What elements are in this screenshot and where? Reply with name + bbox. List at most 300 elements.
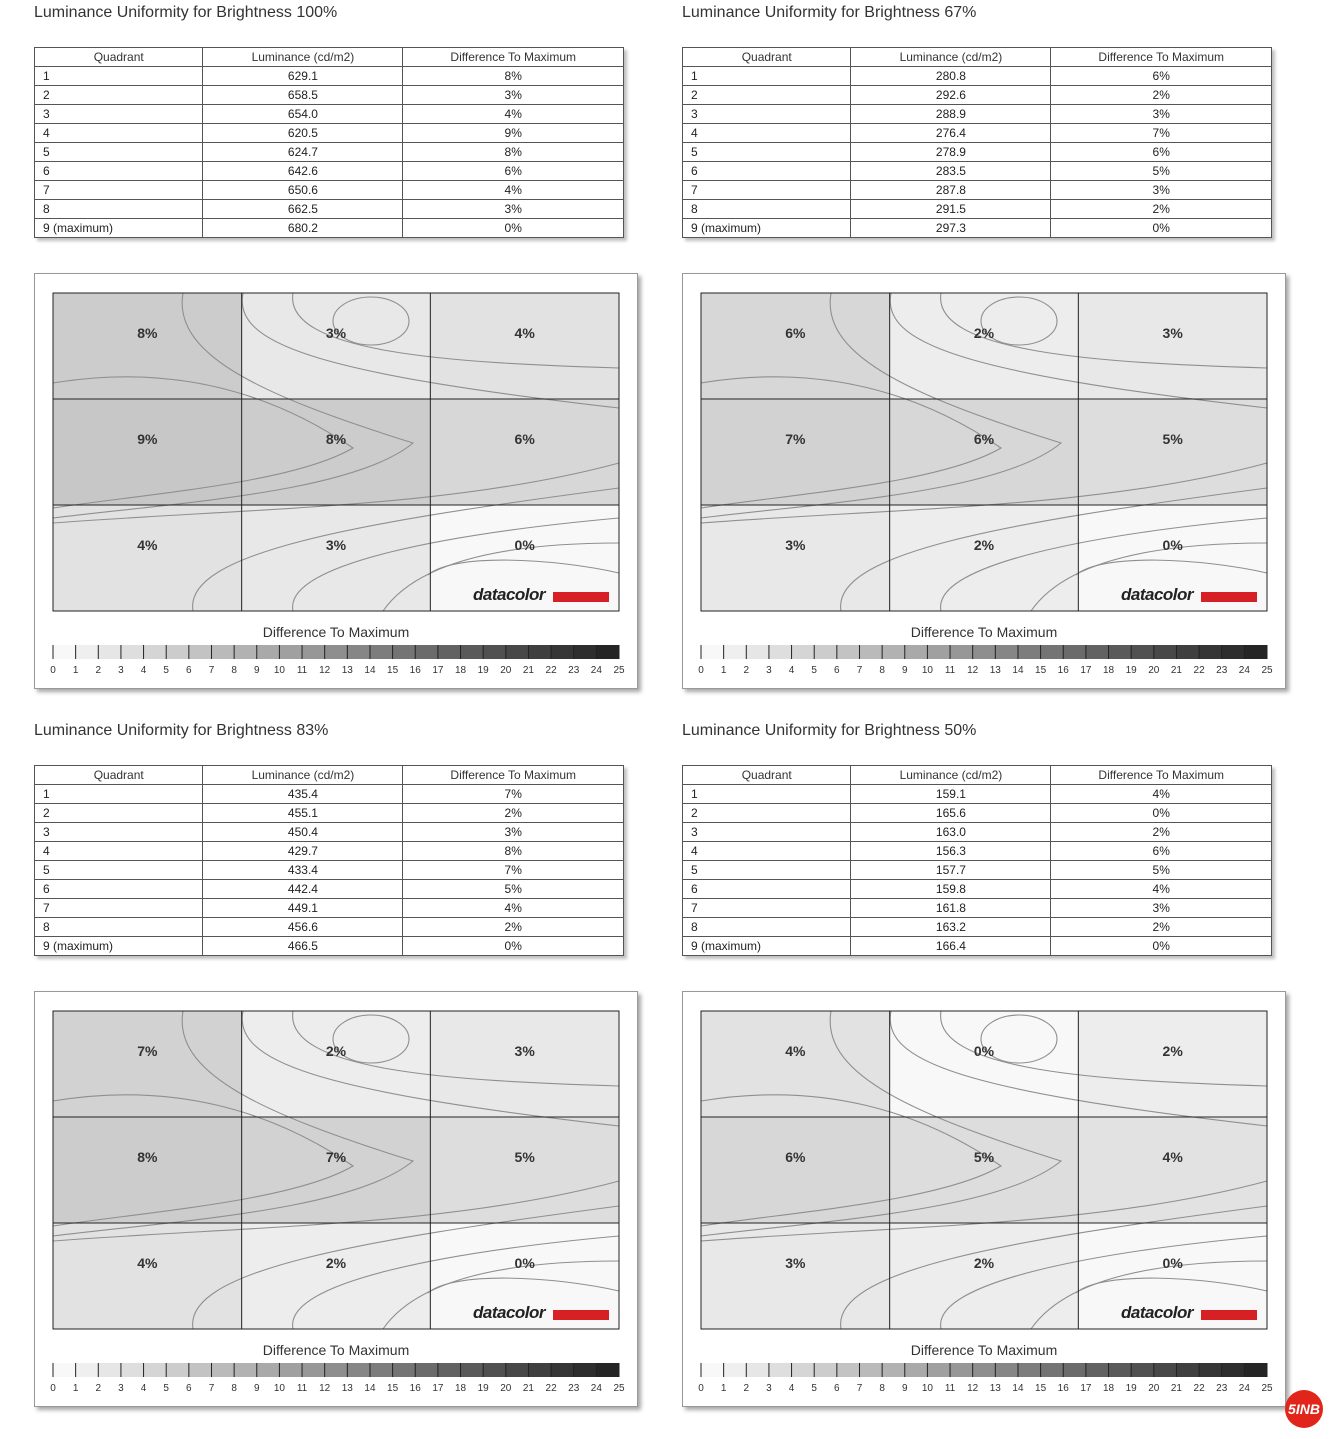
table-row <box>683 67 1272 86</box>
scale-swatch <box>995 1363 1018 1377</box>
difference-cell: 6% <box>403 162 624 181</box>
scale-tick-label: 14 <box>364 1383 376 1394</box>
column-header: Difference To Maximum <box>1051 48 1272 67</box>
table-row <box>35 785 624 804</box>
quadrant-value-label: 4% <box>137 537 158 553</box>
scale-swatch <box>724 1363 747 1377</box>
difference-cell: 9% <box>403 124 624 143</box>
scale-swatch <box>189 645 212 659</box>
luminance-cell: 449.1 <box>203 899 403 918</box>
scale-swatch <box>393 1363 416 1377</box>
table-row <box>35 804 624 823</box>
scale-tick-label: 11 <box>944 665 956 676</box>
quadrant-value-label: 8% <box>137 325 158 341</box>
scale-swatch <box>1154 1363 1177 1377</box>
scale-swatch <box>551 1363 574 1377</box>
quadrant-value-label: 3% <box>785 1255 806 1271</box>
difference-cell: 3% <box>1051 105 1272 124</box>
column-header: Difference To Maximum <box>1051 766 1272 785</box>
scale-tick-label: 3 <box>766 665 772 676</box>
scale-tick-label: 20 <box>1148 665 1160 676</box>
quadrant-cell: 6 <box>683 880 851 899</box>
scale-swatch <box>528 645 551 659</box>
uniformity-heatmap-chart <box>34 273 638 689</box>
datacolor-logo: datacolor <box>1121 1303 1194 1322</box>
scale-swatch <box>211 645 234 659</box>
column-header: Luminance (cd/m2) <box>203 766 403 785</box>
table-row <box>35 842 624 861</box>
scale-tick-label: 21 <box>1170 1383 1183 1394</box>
luminance-cell: 291.5 <box>851 200 1051 219</box>
scale-tick-label: 1 <box>720 665 727 676</box>
scale-swatch <box>53 1363 76 1377</box>
scale-swatch <box>792 645 815 659</box>
difference-cell: 2% <box>1051 86 1272 105</box>
scale-swatch <box>1222 1363 1245 1377</box>
luminance-cell: 166.4 <box>851 937 1051 956</box>
scale-tick-label: 6 <box>834 665 840 676</box>
difference-cell: 0% <box>403 937 624 956</box>
quadrant-value-label: 5% <box>1162 431 1183 447</box>
scale-tick-label: 24 <box>1238 665 1250 676</box>
difference-cell: 4% <box>403 181 624 200</box>
quadrant-cell: 9 (maximum) <box>35 219 203 238</box>
quadrant-value-label: 9% <box>137 431 158 447</box>
difference-cell: 2% <box>403 804 624 823</box>
table-row <box>683 899 1272 918</box>
scale-tick-label: 8 <box>231 1383 237 1394</box>
scale-tick-label: 7 <box>856 1383 863 1394</box>
table-row <box>683 105 1272 124</box>
luminance-cell: 654.0 <box>203 105 403 124</box>
scale-tick-label: 16 <box>1057 1383 1069 1394</box>
difference-cell: 0% <box>1051 219 1272 238</box>
scale-swatch <box>859 645 882 659</box>
quadrant-cell: 3 <box>683 105 851 124</box>
scale-swatch <box>76 1363 99 1377</box>
quadrant-value-label: 3% <box>325 537 347 553</box>
scale-tick-label: 18 <box>1102 1383 1115 1394</box>
scale-tick-label: 9 <box>253 665 260 676</box>
luminance-cell: 278.9 <box>851 143 1051 162</box>
scale-swatch <box>234 645 257 659</box>
scale-swatch <box>1131 1363 1154 1377</box>
table-row <box>683 86 1272 105</box>
scale-tick-label: 23 <box>568 1383 580 1394</box>
datacolor-logo-bar <box>1201 1310 1257 1320</box>
quadrant-cell: 6 <box>35 162 203 181</box>
scale-swatch <box>1109 1363 1132 1377</box>
scale-tick-label: 9 <box>901 665 908 676</box>
difference-cell: 5% <box>1051 162 1272 181</box>
uniformity-heatmap-chart <box>682 991 1286 1407</box>
scale-tick-label: 17 <box>1080 1383 1092 1394</box>
scale-tick-label: 12 <box>319 665 331 676</box>
luminance-cell: 163.0 <box>851 823 1051 842</box>
luminance-cell: 161.8 <box>851 899 1051 918</box>
scale-swatch <box>461 645 484 659</box>
scale-tick-label: 4 <box>140 665 147 676</box>
scale-swatch <box>769 645 792 659</box>
scale-tick-label: 11 <box>296 665 308 676</box>
heatmap-cell <box>890 1011 1079 1117</box>
scale-swatch <box>1086 645 1109 659</box>
heatmap-cell <box>890 1223 1079 1329</box>
quadrant-cell: 3 <box>683 823 851 842</box>
scale-swatch <box>234 1363 257 1377</box>
heatmap-cell <box>890 505 1079 611</box>
panel-title: Luminance Uniformity for Brightness 83% <box>34 722 329 739</box>
scale-swatch <box>950 1363 973 1377</box>
scale-tick-label: 2 <box>743 665 750 676</box>
luminance-cell: 292.6 <box>851 86 1051 105</box>
table-row <box>35 143 624 162</box>
scale-swatch <box>859 1363 882 1377</box>
quadrant-value-label: 3% <box>1162 325 1183 341</box>
table-row <box>683 143 1272 162</box>
luminance-cell: 680.2 <box>203 219 403 238</box>
scale-tick-label: 23 <box>568 665 580 676</box>
scale-tick-label: 19 <box>1125 665 1137 676</box>
scale-tick-label: 21 <box>522 1383 535 1394</box>
luminance-cell: 429.7 <box>203 842 403 861</box>
scale-tick-label: 24 <box>1238 1383 1250 1394</box>
luminance-cell: 455.1 <box>203 804 403 823</box>
table-row <box>35 86 624 105</box>
scale-swatch <box>1131 645 1154 659</box>
table-row <box>683 937 1272 956</box>
scale-tick-label: 0 <box>50 665 56 676</box>
scale-tick-label: 18 <box>454 665 467 676</box>
heatmap-cell <box>701 293 890 399</box>
column-header: Quadrant <box>35 48 203 67</box>
quadrant-cell: 3 <box>35 105 203 124</box>
quadrant-value-label: 0% <box>514 537 535 553</box>
table-header-row <box>683 48 1272 67</box>
luminance-cell: 629.1 <box>203 67 403 86</box>
scale-tick-label: 10 <box>921 1383 933 1394</box>
heatmap-cell <box>242 399 431 505</box>
scale-swatch <box>98 1363 121 1377</box>
quadrant-value-label: 2% <box>325 1255 347 1271</box>
scale-swatch <box>121 645 144 659</box>
scale-swatch <box>814 1363 837 1377</box>
luminance-cell: 280.8 <box>851 67 1051 86</box>
quadrant-cell: 3 <box>35 823 203 842</box>
scale-tick-label: 4 <box>788 665 795 676</box>
heatmap-cell <box>53 1011 242 1117</box>
scale-tick-label: 25 <box>1261 1383 1273 1394</box>
scale-tick-label: 16 <box>409 1383 421 1394</box>
quadrant-value-label: 3% <box>514 1043 535 1059</box>
scale-swatch <box>1041 1363 1064 1377</box>
heatmap-cell <box>890 399 1079 505</box>
difference-cell: 5% <box>403 880 624 899</box>
scale-tick-label: 5 <box>811 665 817 676</box>
scale-swatch <box>1063 645 1086 659</box>
scale-swatch <box>973 1363 996 1377</box>
quadrant-cell: 4 <box>683 124 851 143</box>
scale-swatch <box>302 645 325 659</box>
scale-swatch <box>415 645 438 659</box>
luminance-cell: 159.8 <box>851 880 1051 899</box>
scale-tick-label: 25 <box>1261 665 1273 676</box>
scale-swatch <box>415 1363 438 1377</box>
scale-title: Difference To Maximum <box>910 1342 1058 1358</box>
luminance-cell: 662.5 <box>203 200 403 219</box>
difference-cell: 8% <box>403 67 624 86</box>
luminance-cell: 435.4 <box>203 785 403 804</box>
heatmap-cell <box>242 1117 431 1223</box>
table-row <box>683 219 1272 238</box>
quadrant-cell: 4 <box>683 842 851 861</box>
quadrant-value-label: 6% <box>514 431 535 447</box>
scale-swatch <box>506 645 529 659</box>
table-row <box>683 162 1272 181</box>
scale-swatch <box>1176 645 1199 659</box>
luminance-table <box>34 765 624 956</box>
scale-swatch <box>506 1363 529 1377</box>
scale-swatch <box>551 645 574 659</box>
scale-tick-label: 1 <box>72 1383 79 1394</box>
scale-tick-label: 23 <box>1216 665 1228 676</box>
difference-cell: 4% <box>403 105 624 124</box>
luminance-cell: 650.6 <box>203 181 403 200</box>
scale-tick-label: 18 <box>1102 665 1115 676</box>
scale-tick-label: 5 <box>811 1383 817 1394</box>
table-header-row <box>35 48 624 67</box>
quadrant-cell: 1 <box>683 785 851 804</box>
quadrant-value-label: 2% <box>973 537 995 553</box>
table-row <box>683 785 1272 804</box>
heatmap-cell <box>430 1011 619 1117</box>
scale-tick-label: 18 <box>454 1383 467 1394</box>
scale-tick-label: 11 <box>296 1383 308 1394</box>
scale-tick-label: 25 <box>613 1383 625 1394</box>
table-row <box>35 918 624 937</box>
scale-title: Difference To Maximum <box>262 1342 410 1358</box>
quadrant-value-label: 2% <box>973 325 995 341</box>
quadrant-cell: 2 <box>683 804 851 823</box>
scale-swatch <box>461 1363 484 1377</box>
luminance-cell: 165.6 <box>851 804 1051 823</box>
quadrant-cell: 7 <box>35 181 203 200</box>
quadrant-value-label: 6% <box>785 1149 806 1165</box>
quadrant-value-label: 6% <box>973 431 995 447</box>
quadrant-value-label: 7% <box>785 431 806 447</box>
scale-tick-label: 7 <box>208 665 215 676</box>
scale-swatch <box>347 1363 370 1377</box>
scale-tick-label: 19 <box>1125 1383 1137 1394</box>
scale-swatch <box>76 645 99 659</box>
heatmap-cell <box>242 293 431 399</box>
scale-swatch <box>1176 1363 1199 1377</box>
luminance-cell: 433.4 <box>203 861 403 880</box>
scale-swatch <box>905 645 928 659</box>
datacolor-logo-bar <box>553 592 609 602</box>
scale-swatch <box>1222 645 1245 659</box>
quadrant-value-label: 2% <box>1162 1043 1183 1059</box>
quadrant-cell: 8 <box>35 200 203 219</box>
scale-swatch <box>438 645 461 659</box>
difference-cell: 8% <box>403 842 624 861</box>
luminance-cell: 456.6 <box>203 918 403 937</box>
heatmap-cell <box>1078 1011 1267 1117</box>
scale-swatch <box>528 1363 551 1377</box>
scale-tick-label: 3 <box>118 1383 124 1394</box>
uniformity-heatmap-chart <box>682 273 1286 689</box>
scale-swatch <box>837 1363 860 1377</box>
luminance-cell: 620.5 <box>203 124 403 143</box>
scale-tick-label: 19 <box>477 665 489 676</box>
scale-tick-label: 17 <box>432 665 444 676</box>
luminance-table <box>682 765 1272 956</box>
scale-swatch <box>701 645 724 659</box>
scale-tick-label: 3 <box>118 665 124 676</box>
luminance-cell: 624.7 <box>203 143 403 162</box>
scale-swatch <box>144 645 167 659</box>
quadrant-cell: 6 <box>35 880 203 899</box>
scale-tick-label: 12 <box>967 665 979 676</box>
difference-cell: 6% <box>1051 67 1272 86</box>
scale-swatch <box>325 1363 348 1377</box>
luminance-cell: 288.9 <box>851 105 1051 124</box>
scale-swatch <box>370 1363 393 1377</box>
scale-swatch <box>927 1363 950 1377</box>
table-row <box>35 880 624 899</box>
scale-tick-label: 14 <box>364 665 376 676</box>
luminance-cell: 442.4 <box>203 880 403 899</box>
difference-cell: 3% <box>1051 181 1272 200</box>
scale-tick-label: 15 <box>387 665 399 676</box>
heatmap-cell <box>1078 399 1267 505</box>
table-row <box>683 918 1272 937</box>
table-row <box>35 105 624 124</box>
scale-tick-label: 22 <box>1193 665 1205 676</box>
scale-tick-label: 22 <box>545 665 557 676</box>
scale-swatch <box>483 1363 506 1377</box>
quadrant-cell: 9 (maximum) <box>683 937 851 956</box>
scale-tick-label: 0 <box>698 1383 704 1394</box>
column-header: Luminance (cd/m2) <box>203 48 403 67</box>
table-row <box>683 823 1272 842</box>
table-row <box>683 880 1272 899</box>
scale-swatch <box>701 1363 724 1377</box>
table-row <box>35 937 624 956</box>
quadrant-value-label: 0% <box>973 1043 995 1059</box>
heatmap-cell <box>53 293 242 399</box>
luminance-cell: 297.3 <box>851 219 1051 238</box>
scale-tick-label: 9 <box>253 1383 260 1394</box>
heatmap-cell <box>53 1117 242 1223</box>
scale-swatch <box>882 645 905 659</box>
scale-title: Difference To Maximum <box>262 624 410 640</box>
heatmap-cell <box>242 505 431 611</box>
scale-swatch <box>53 645 76 659</box>
difference-cell: 7% <box>403 861 624 880</box>
scale-tick-label: 20 <box>500 1383 512 1394</box>
quadrant-cell: 5 <box>35 861 203 880</box>
difference-cell: 2% <box>1051 918 1272 937</box>
difference-cell: 3% <box>1051 899 1272 918</box>
panel-title: Luminance Uniformity for Brightness 67% <box>682 4 977 21</box>
scale-swatch <box>1041 645 1064 659</box>
quadrant-value-label: 4% <box>785 1043 806 1059</box>
column-header: Luminance (cd/m2) <box>851 766 1051 785</box>
table-row <box>35 162 624 181</box>
difference-cell: 6% <box>1051 842 1272 861</box>
quadrant-cell: 1 <box>35 67 203 86</box>
scale-swatch <box>837 645 860 659</box>
table-row <box>35 67 624 86</box>
scale-tick-label: 7 <box>208 1383 215 1394</box>
quadrant-cell: 4 <box>35 842 203 861</box>
heatmap-cell <box>430 1117 619 1223</box>
quadrant-value-label: 6% <box>785 325 806 341</box>
scale-tick-label: 4 <box>140 1383 147 1394</box>
quadrant-cell: 7 <box>683 181 851 200</box>
scale-tick-label: 22 <box>1193 1383 1205 1394</box>
datacolor-logo-bar <box>553 1310 609 1320</box>
luminance-cell: 466.5 <box>203 937 403 956</box>
quadrant-value-label: 3% <box>325 325 347 341</box>
scale-swatch <box>483 645 506 659</box>
scale-tick-label: 6 <box>186 1383 192 1394</box>
quadrant-cell: 2 <box>35 86 203 105</box>
scale-tick-label: 10 <box>921 665 933 676</box>
scale-swatch <box>724 645 747 659</box>
table-row <box>683 804 1272 823</box>
scale-swatch <box>596 645 619 659</box>
heatmap-cell <box>701 1117 890 1223</box>
difference-cell: 3% <box>403 200 624 219</box>
table-row <box>683 124 1272 143</box>
scale-tick-label: 9 <box>901 1383 908 1394</box>
scale-swatch <box>1199 645 1222 659</box>
quadrant-value-label: 2% <box>973 1255 995 1271</box>
table-row <box>35 899 624 918</box>
scale-swatch <box>596 1363 619 1377</box>
scale-tick-label: 23 <box>1216 1383 1228 1394</box>
quadrant-cell: 2 <box>35 804 203 823</box>
scale-tick-label: 1 <box>720 1383 727 1394</box>
scale-swatch <box>257 1363 280 1377</box>
quadrant-cell: 8 <box>683 200 851 219</box>
scale-tick-label: 14 <box>1012 665 1024 676</box>
scale-swatch <box>325 645 348 659</box>
scale-swatch <box>792 1363 815 1377</box>
datacolor-logo: datacolor <box>1121 585 1194 604</box>
quadrant-value-label: 4% <box>1162 1149 1183 1165</box>
difference-cell: 0% <box>1051 937 1272 956</box>
column-header: Quadrant <box>683 766 851 785</box>
luminance-cell: 658.5 <box>203 86 403 105</box>
quadrant-value-label: 0% <box>1162 537 1183 553</box>
difference-cell: 2% <box>1051 200 1272 219</box>
heatmap-cell <box>53 399 242 505</box>
scale-swatch <box>257 645 280 659</box>
quadrant-cell: 4 <box>35 124 203 143</box>
scale-swatch <box>347 645 370 659</box>
scale-tick-label: 11 <box>944 1383 956 1394</box>
luminance-cell: 159.1 <box>851 785 1051 804</box>
quadrant-cell: 2 <box>683 86 851 105</box>
datacolor-logo-bar <box>1201 592 1257 602</box>
scale-swatch <box>189 1363 212 1377</box>
scale-swatch <box>1244 645 1267 659</box>
quadrant-cell: 8 <box>35 918 203 937</box>
scale-swatch <box>211 1363 234 1377</box>
